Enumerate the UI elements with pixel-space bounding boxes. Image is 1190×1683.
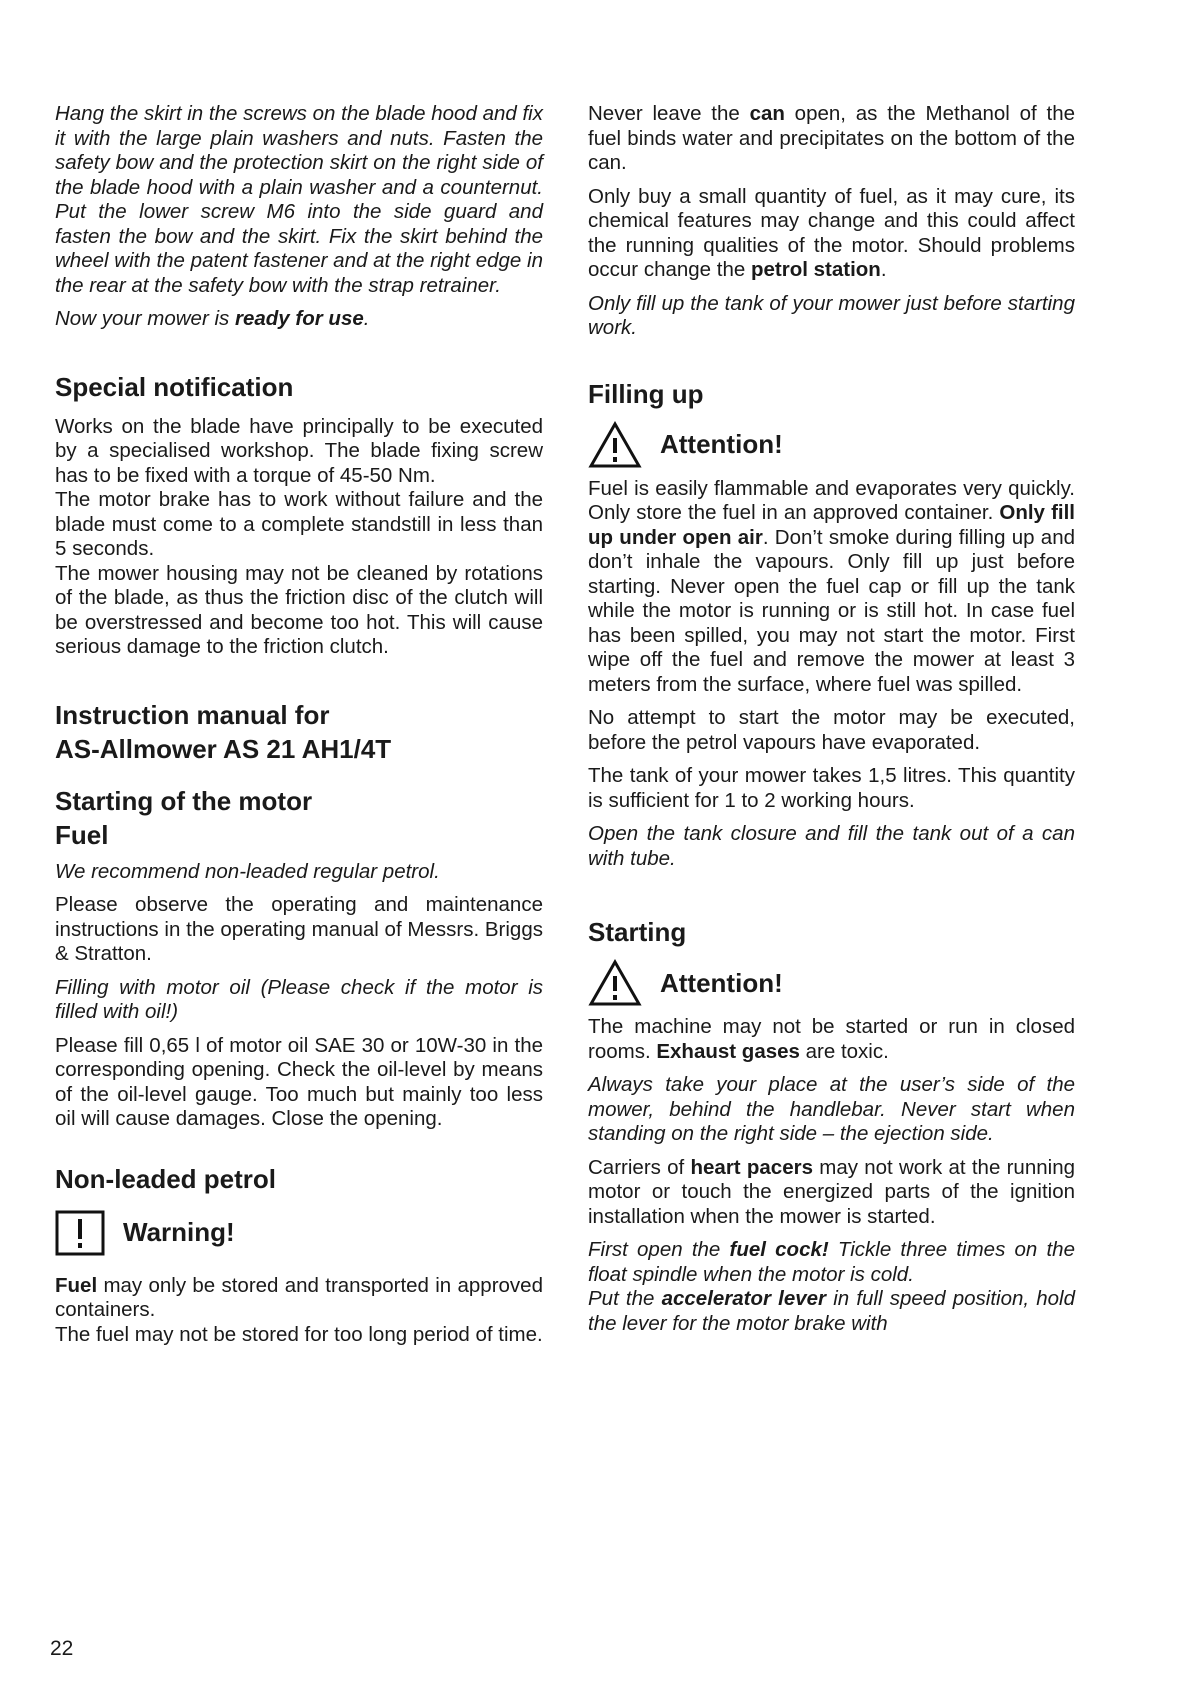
special-notification-heading: Special notification [55, 371, 294, 402]
filling-up-heading: Filling up [588, 378, 704, 409]
ready-line: Now your mower is ready for use. [55, 307, 370, 330]
warning-triangle-icon [588, 959, 642, 1007]
manual-heading-line1: Instruction manual for [55, 699, 330, 730]
right-column [588, 102, 1075, 1336]
heart-pacers-paragraph: Carriers of heart pacers may not work at the running motor or touch the energized parts of the ignition installation when the mower is started. [588, 1155, 1075, 1228]
closed-rooms-paragraph: The machine may not be started or run in closed rooms. Exhaust gases are toxic. [588, 1015, 1075, 1063]
fuel-recommend: We recommend non-leaded regular petrol. [55, 859, 440, 883]
fuel-observe: Please observe the operating and maintenance instructions in the operating manual of Messrs. Briggs & Stratton. [55, 893, 543, 965]
buy-paragraph: Only buy a small quantity of fuel, as it may cure, its chemical features may change and this could affect the running qualities of the motor. Should problems occur change the petrol station. [588, 184, 1075, 281]
attention-block-2 [588, 959, 1075, 1007]
fuel-heading: Fuel [55, 819, 109, 850]
fuel-long: The fuel may not be stored for too long period of time. [55, 1322, 543, 1346]
nonleaded-heading: Non-leaded petrol [55, 1163, 277, 1194]
starting-motor-heading: Starting of the motor [55, 785, 313, 816]
fill-before-paragraph: Only fill up the tank of your mower just before starting work. [588, 291, 1075, 339]
oil-note: Filling with motor oil (Please check if the motor is filled with oil!) [55, 975, 543, 1023]
attention-title-1: Attention! [660, 429, 783, 459]
open-tank-paragraph: Open the tank closure and fill the tank out of a can with tube. [588, 822, 1075, 870]
warning-box-icon [55, 1210, 105, 1256]
special-p2: The motor brake has to work without failure and the blade must come to a complete standstill in less than 5 seconds. [55, 488, 543, 560]
starting-heading: Starting [588, 917, 687, 947]
no-attempt-paragraph: No attempt to start the motor may be executed, before the petrol vapours have evaporated. [588, 706, 1075, 754]
page-number: 22 [50, 1637, 74, 1660]
manual-heading-line2: AS-Allmower AS 21 AH1/4T [55, 733, 392, 764]
user-place-paragraph: Always take your place at the user’s side of the mower, behind the handlebar. Never start when standing on the right side – the ejection side. [588, 1073, 1075, 1145]
fuel-cock-paragraph: First open the fuel cock! Tickle three times on the float spindle when the motor is cold. [588, 1238, 1075, 1286]
warning-triangle-icon [588, 421, 642, 469]
special-p1: Works on the blade have principally to be executed by a specialised workshop. The blade fixing screw has to be fixed with a torque of 45-50 Nm. [55, 414, 543, 487]
attention-block-1 [588, 421, 1075, 469]
tank-paragraph: The tank of your mower takes 1,5 litres. This quantity is sufficient for 1 to 2 working hours. [588, 764, 1075, 812]
warning-block [55, 1210, 543, 1256]
warning-title: Warning! [123, 1217, 235, 1247]
can-paragraph: Never leave the can open, as the Methanol of the fuel binds water and precipitates on the bottom of the can. [588, 102, 1075, 174]
accelerator-paragraph: Put the accelerator lever in full speed position, hold the lever for the motor brake with [588, 1287, 1075, 1335]
fuel-store: Fuel may only be stored and transported in approved containers. [55, 1273, 543, 1321]
special-p3: The mower housing may not be cleaned by rotations of the blade, as thus the friction disc of the clutch will be overstressed and become too hot. This will cause serious damage to the friction clutch. [55, 561, 543, 658]
attention-title-2: Attention! [660, 967, 783, 998]
left-column [55, 102, 543, 1347]
assembly-paragraph: Hang the skirt in the screws on the blade hood and fix it with the large plain washers and nuts. Fasten the safety bow and the protection skirt on the right side of the blade hood with a plain washer and a counternut. Put the lower screw M6 into the side guard and fasten the bow and the skirt. Fix the skirt behind the wheel with the patent fastener and at the right edge in the rear at the safety bow with the strap retrainer. [55, 102, 543, 297]
flammable-paragraph: Fuel is easily flammable and evaporates very quickly. Only store the fuel in an approved container. Only fill up under open air. Don’t smoke during filling up and don’t inhale the vapours. Only fill up just before starting. Never open the fuel cap or fill up the tank while the motor is running or is still hot. In case fuel has been spilled, you may not start the motor. First wipe off the fuel and remove the mower at least 3 meters from the surface, where fuel was spilled. [588, 476, 1075, 696]
oil-fill: Please fill 0,65 l of motor oil SAE 30 or 10W-30 in the corresponding opening. Check the oil-level by means of the oil-level gauge. Too much but mainly too less oil will cause damages. Close the opening. [55, 1033, 543, 1130]
